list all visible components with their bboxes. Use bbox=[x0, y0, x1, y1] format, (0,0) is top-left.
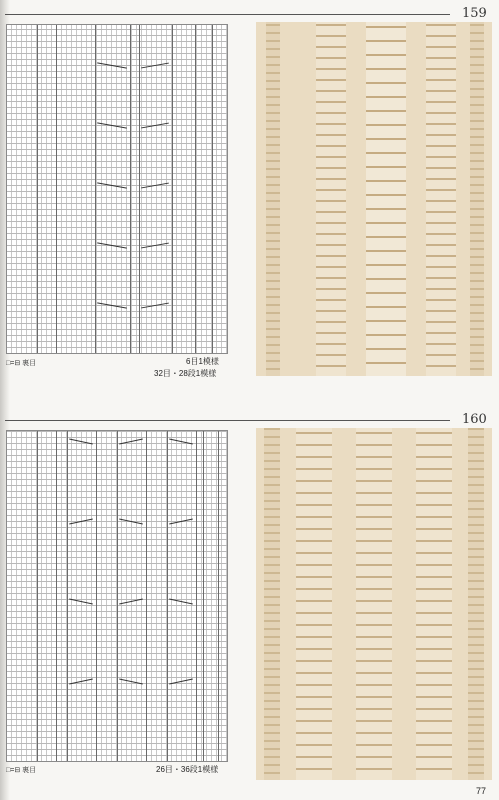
pattern-number-160: 160 bbox=[462, 412, 487, 427]
repeat-note-159: 6目1模様 bbox=[186, 357, 219, 366]
swatch-rib bbox=[468, 428, 484, 780]
chart-column bbox=[195, 25, 213, 353]
legend-text: □=⊟ 裏目 bbox=[6, 767, 37, 774]
chart-legend-160 bbox=[6, 765, 36, 775]
stitch-note-160: 26目・36段1模様 bbox=[156, 765, 219, 774]
knitting-chart-160 bbox=[6, 430, 228, 762]
chart-column bbox=[37, 431, 57, 761]
swatch-rib bbox=[266, 22, 280, 376]
header-rule-159 bbox=[5, 14, 450, 15]
swatch-cable bbox=[316, 22, 346, 376]
chart-column bbox=[37, 25, 57, 353]
swatch-cable bbox=[366, 22, 406, 376]
header-rule-160 bbox=[5, 420, 450, 421]
swatch-cable bbox=[356, 428, 392, 780]
knit-swatch-photo-159 bbox=[256, 22, 492, 376]
chart-column bbox=[117, 431, 147, 761]
swatch-cable bbox=[426, 22, 456, 376]
chart-column bbox=[203, 431, 219, 761]
swatch-rib bbox=[264, 428, 280, 780]
chart-column bbox=[167, 431, 197, 761]
knitting-chart-159 bbox=[6, 24, 228, 354]
stitch-note-159: 32目・28段1模様 bbox=[154, 369, 217, 378]
swatch-rib bbox=[470, 22, 484, 376]
page-number: 77 bbox=[476, 786, 487, 796]
knit-swatch-photo-160 bbox=[256, 428, 492, 780]
legend-text: □=⊟ 裏目 bbox=[6, 360, 37, 367]
chart-legend-159 bbox=[6, 358, 36, 368]
pattern-number-159: 159 bbox=[462, 6, 487, 21]
chart-column bbox=[67, 431, 97, 761]
swatch-cable bbox=[416, 428, 452, 780]
swatch-cable bbox=[296, 428, 332, 780]
